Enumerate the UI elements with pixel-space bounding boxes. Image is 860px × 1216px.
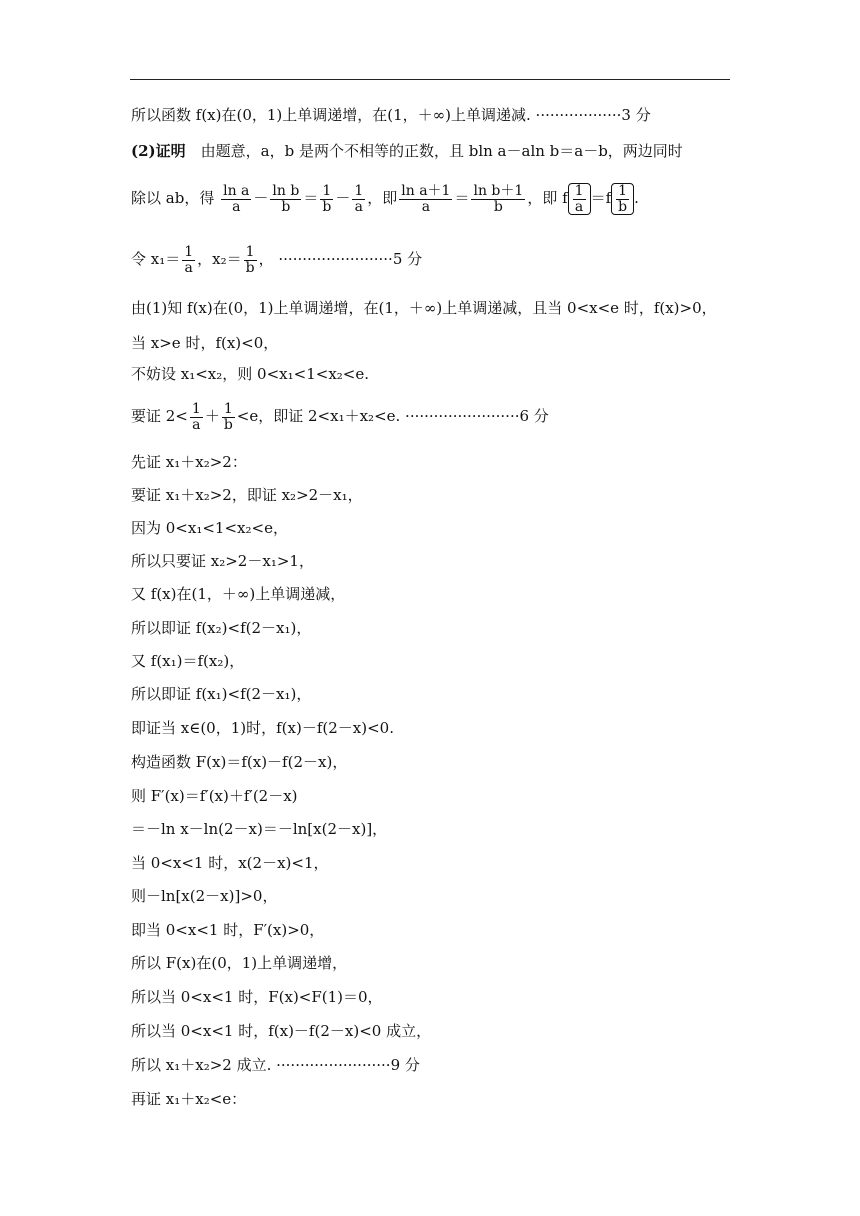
text-line: 构造函数 F(x)＝f(x)－f(2－x)， <box>131 753 348 771</box>
fraction: $\frac{1}{b}$ <box>223 401 233 433</box>
text-line: 即当 0<x<1 时，F′(x)>0， <box>131 921 325 939</box>
text-line <box>131 141 731 161</box>
fraction: $\frac{1}{b}$ <box>618 183 628 215</box>
operator: ＝f <box>590 189 612 208</box>
text-line: 先证 x₁＋x₂>2： <box>131 453 247 471</box>
fraction: $\frac{\text{ln a＋1}}{a}$ <box>401 183 451 215</box>
text-line: 所以只要证 x₂>2－x₁>1， <box>131 552 314 570</box>
fraction: $\frac{\text{ln b}}{b}$ <box>272 183 300 215</box>
fraction: $\frac{1}{a}$ <box>184 244 194 276</box>
text-span: 要证 2< <box>131 407 188 426</box>
text-line: 因为 0<x₁<1<x₂<e， <box>131 519 288 537</box>
text-line: ＝－ln x－ln(2－x)＝－ln[x(2－x)]， <box>131 820 388 838</box>
proof-label: (2)证明 <box>131 142 186 160</box>
fraction: $\frac{1}{b}$ <box>322 183 332 215</box>
text-span: <e，即证 2<x₁＋x₂<e. ························6 分 <box>236 407 549 426</box>
text-line-fractions <box>131 245 731 275</box>
text-line: 所以当 0<x<1 时，f(x)－f(2－x)<0 成立， <box>131 1022 432 1040</box>
fraction: $\frac{1}{a}$ <box>191 401 201 433</box>
fraction: $\frac{\text{ln a}}{a}$ <box>223 183 250 215</box>
text-span: ，x₂＝ <box>197 250 242 269</box>
text-line: 当 x>e 时，f(x)<0， <box>131 334 279 352</box>
text-line: 由(1)知 f(x)在(0，1)上单调递增，在(1，＋∞)上单调递减，且当 0<x<e 时，f(x)>0， <box>131 299 717 317</box>
text-span: 令 x₁＝ <box>131 250 181 269</box>
text-span: . <box>634 189 639 208</box>
text-line: 所以函数 f(x)在(0，1)上单调递增，在(1，＋∞)上单调递减. ··················3 分 <box>131 106 651 124</box>
text-line: 又 f(x)在(1，＋∞)上单调递减， <box>131 585 346 603</box>
header-rule <box>130 79 730 80</box>
fraction: $\frac{1}{a}$ <box>354 183 364 215</box>
operator: ＝ <box>454 189 470 208</box>
text-line: 当 0<x<1 时，x(2－x)<1， <box>131 854 329 872</box>
fraction: $\frac{1}{b}$ <box>245 244 255 276</box>
text-span: 由题意，a，b 是两个不相等的正数，且 bln a－aln b＝a－b，两边同时 <box>185 142 683 160</box>
text-line: 所以 F(x)在(0，1)上单调递增， <box>131 954 348 972</box>
text-line: 则 F′(x)＝f′(x)＋f′(2－x) <box>131 787 298 805</box>
text-line: 所以即证 f(x₂)<f(2－x₁)， <box>131 619 312 637</box>
fraction: $\frac{\text{ln b＋1}}{b}$ <box>473 183 524 215</box>
operator: ＋ <box>204 407 220 426</box>
text-span: 除以 ab，得 <box>131 189 215 208</box>
text-span: ， ························5 分 <box>258 250 423 269</box>
bracket <box>568 183 591 215</box>
text-line: 即证当 x∈(0，1)时，f(x)－f(2－x)<0. <box>131 719 394 737</box>
text-line: 所以 x₁＋x₂>2 成立. ························9 分 <box>131 1056 420 1074</box>
text-line: 又 f(x₁)＝f(x₂)， <box>131 652 245 670</box>
text-line: 则－ln[x(2－x)]>0， <box>131 887 278 905</box>
text-span: ，即 f <box>527 189 568 208</box>
operator: ＝ <box>303 189 319 208</box>
text-line: 所以即证 f(x₁)<f(2－x₁)， <box>131 685 312 703</box>
text-line-fractions <box>131 183 731 215</box>
text-span: ，即 <box>367 189 398 208</box>
text-line-fractions <box>131 402 731 432</box>
text-line: 再证 x₁＋x₂<e： <box>131 1090 247 1108</box>
operator: － <box>253 189 269 208</box>
operator: － <box>335 189 351 208</box>
text-line: 所以当 0<x<1 时，F(x)<F(1)＝0， <box>131 988 383 1006</box>
bracket <box>611 183 634 215</box>
fraction: $\frac{1}{a}$ <box>574 183 584 215</box>
text-line: 要证 x₁＋x₂>2，即证 x₂>2－x₁， <box>131 486 363 504</box>
text-line: 不妨设 x₁<x₂，则 0<x₁<1<x₂<e. <box>131 365 370 383</box>
